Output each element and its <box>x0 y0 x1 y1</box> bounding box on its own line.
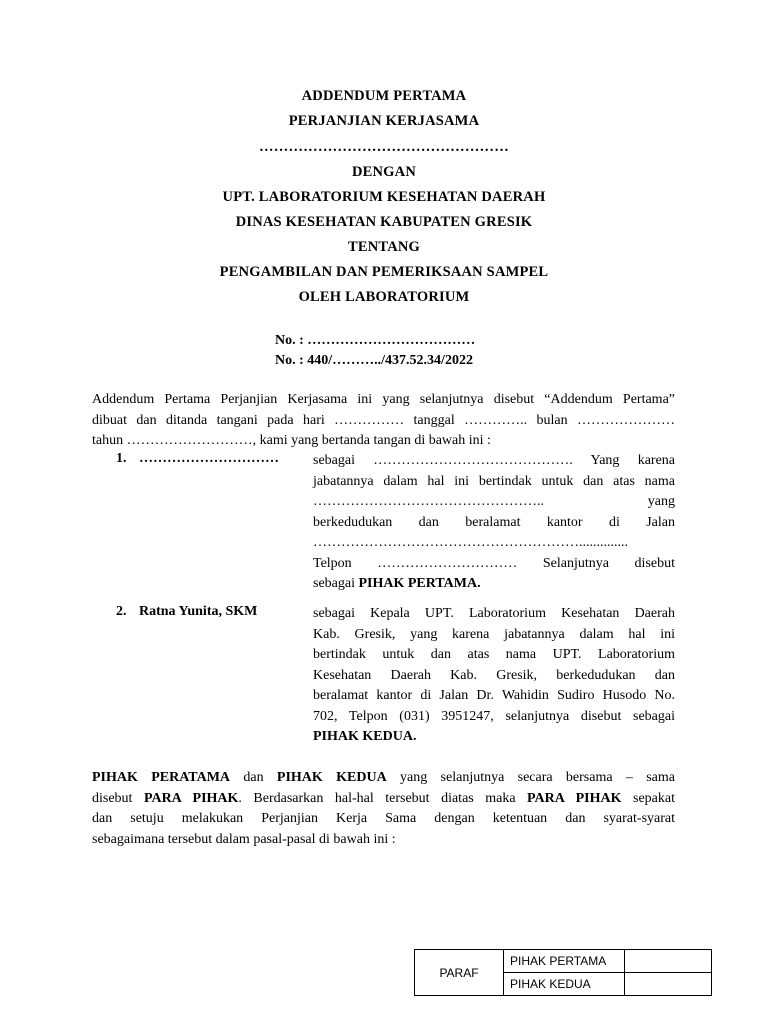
closing-text: yang selanjutnya secara bersama – sama <box>386 770 675 785</box>
party2-role: PIHAK KEDUA. <box>313 729 417 744</box>
closing-text: dan <box>230 770 277 785</box>
party1-row: sebagai ……………………………………. Yang karena <box>313 453 675 468</box>
number-first: No. : ……………………………… <box>275 333 476 348</box>
party1-row: Telpon ………………………… Selanjutnya disebut <box>313 555 675 571</box>
intro-row-2: dibuat dan ditanda tangani pada hari …………… tanggal ………….. bulan ………………… <box>92 412 675 428</box>
title-perjanjian: PERJANJIAN KERJASAMA <box>288 113 480 129</box>
closing-text: sepakat <box>621 790 675 806</box>
intro-paragraph <box>92 390 675 452</box>
party2-row: sebagai Kepala UPT. Laboratorium Kesehatan Daerah <box>313 606 675 621</box>
closing-party2: PIHAK KEDUA <box>276 770 387 785</box>
number-second: No. : 440/………../437.52.34/2022 <box>275 353 473 368</box>
party2-row: beralamat kantor di Jalan Dr. Wahidin Sudiro Husodo No. <box>313 688 675 703</box>
paraf-sign-pihak-kedua[interactable] <box>625 973 712 996</box>
closing-row-1 <box>92 768 675 789</box>
closing-party1: PIHAK PERATAMA <box>92 770 231 785</box>
title-tentang: TENTANG <box>347 239 421 255</box>
party1-role: PIHAK PERTAMA. <box>358 576 481 591</box>
party1-row: ………………………………………….. yang <box>313 494 675 509</box>
paraf-row-pihak-pertama: PIHAK PERTAMA <box>504 950 625 973</box>
closing-para-pihak: PARA PIHAK <box>143 790 239 806</box>
closing-row-4: sebagaimana tersebut dalam pasal-pasal di bawah ini : <box>92 831 396 847</box>
party2-row: bertindak untuk dan atas nama UPT. Laboratorium <box>313 647 675 662</box>
closing-paragraph <box>92 768 675 850</box>
party2-row: Kab. Gresik, yang karena jabatannya dalam hal ini <box>313 626 675 642</box>
title-oleh: OLEH LABORATORIUM <box>298 289 470 305</box>
party2-row: Kesehatan Daerah Kab. Gresik, berkedudukan dan <box>313 667 675 683</box>
title-addendum: ADDENDUM PERTAMA <box>301 88 467 104</box>
intro-row-3: tahun ………………………, kami yang bertanda tangan di bawah ini : <box>92 433 491 448</box>
party1-row: ………………………………………………….............. <box>313 535 628 550</box>
closing-para-pihak: PARA PIHAK <box>527 790 622 806</box>
intro-row-1: Addendum Pertama Perjanjian Kerjasama ini yang selanjutnya disebut “Addendum Pertama” <box>92 392 675 407</box>
paraf-label: PARAF <box>415 950 504 996</box>
closing-row-3: dan setuju melakukan Perjanjian Kerja Sama dengan ketentuan dan syarat-syarat <box>92 811 675 826</box>
party1-role-prefix: sebagai <box>313 576 359 591</box>
title-upt: UPT. LABORATORIUM KESEHATAN DAERAH <box>222 189 546 205</box>
title-dotted: …………………………………………… <box>259 139 509 155</box>
party1-number: 1. <box>116 451 127 466</box>
party1-description <box>313 451 675 595</box>
party1-name: ………………………… <box>139 451 279 466</box>
party2-number: 2. <box>116 604 127 619</box>
party2-name: Ratna Yunita, SKM <box>139 604 258 619</box>
party1-role-row <box>313 574 675 595</box>
title-dinas: DINAS KESEHATAN KABUPATEN GRESIK <box>235 214 533 230</box>
party2-description <box>313 604 675 748</box>
paraf-sign-pihak-pertama[interactable] <box>625 950 712 973</box>
title-pengambilan: PENGAMBILAN DAN PEMERIKSAAN SAMPEL <box>219 264 549 280</box>
closing-text: . Berdasarkan hal-hal tersebut diatas maka <box>238 790 528 806</box>
party2-row: 702, Telpon (031) 3951247, selanjutnya disebut sebagai <box>313 708 675 724</box>
party1-row: jabatannya dalam hal ini bertindak untuk dan atas nama <box>313 473 675 489</box>
closing-text: disebut <box>92 790 144 806</box>
closing-row-2 <box>92 789 675 810</box>
paraf-table <box>414 949 712 996</box>
title-dengan: DENGAN <box>351 164 417 180</box>
party1-row: berkedudukan dan beralamat kantor di Jalan <box>313 514 675 530</box>
paraf-row-pihak-kedua: PIHAK KEDUA <box>504 973 625 996</box>
